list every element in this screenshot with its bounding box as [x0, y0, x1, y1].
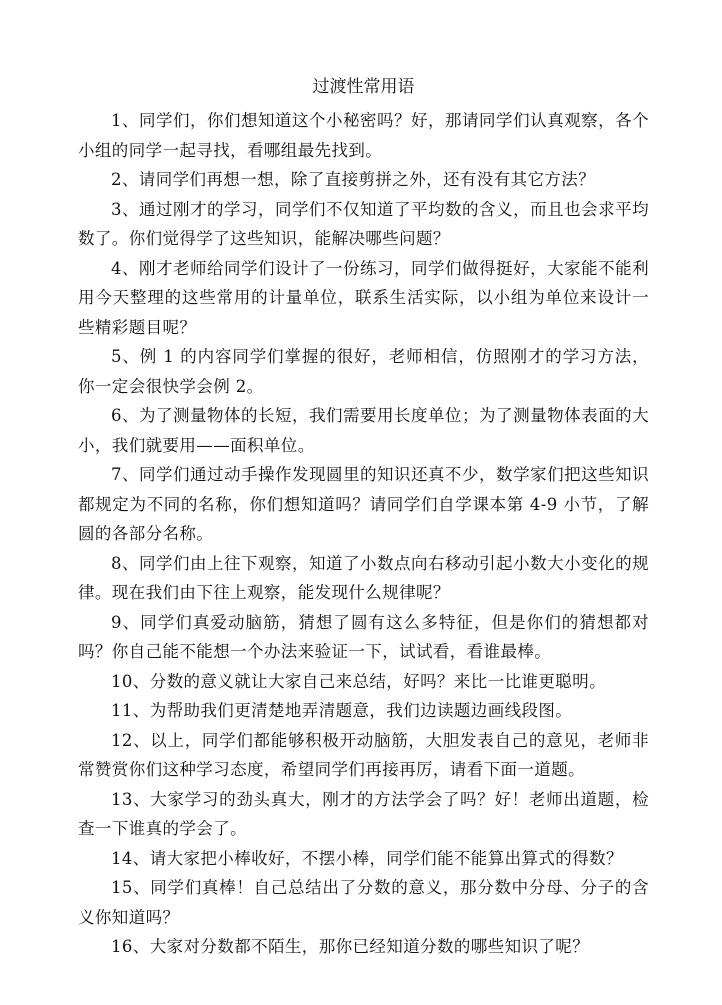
paragraph-6: 6、为了测量物体的长短，我们需要用长度单位；为了测量物体表面的大小，我们就要用——面积单位。 [78, 406, 649, 455]
paragraph-1: 1、同学们，你们想知道这个小秘密吗？好，那请同学们认真观察，各个小组的同学一起寻找，看哪组最先找到。 [78, 111, 649, 160]
paragraph-14: 14、请大家把小棒收好，不摆小棒，同学们能不能算出算式的得数？ [111, 848, 623, 868]
paragraph-7: 7、同学们通过动手操作发现圆里的知识还真不少，数学家们把这些知识都规定为不同的名称，你们想知道吗？请同学们自学课本第 4-9 小节，了解圆的各部分名称。 [78, 465, 649, 543]
paragraph-3: 3、通过刚才的学习，同学们不仅知道了平均数的含义，而且也会求平均数了。你们觉得学了这些知识，能解决哪些问题？ [78, 199, 649, 248]
paragraph-10: 10、分数的意义就让大家自己来总结，好吗？来比一比谁更聪明。 [111, 671, 606, 691]
paragraph-4: 4、刚才老师给同学们设计了一份练习，同学们做得挺好，大家能不能利用今天整理的这些常用的计量单位，联系生活实际，以小组为单位来设计一些精彩题目呢？ [78, 258, 649, 337]
paragraph-5: 5、例 1 的内容同学们掌握的很好，老师相信，仿照刚才的学习方法，你一定会很快学会例 2。 [78, 347, 649, 396]
paragraph-9: 9、同学们真爱动脑筋，猜想了圆有这么多特征，但是你们的猜想都对吗？你自己能不能想一个办法来验证一下，试试看，看谁最棒。 [78, 612, 649, 661]
paragraph-16: 16、大家对分数都不陌生，那你已经知道分数的哪些知识了呢？ [111, 937, 590, 956]
paragraph-15: 15、同学们真棒！自己总结出了分数的意义，那分数中分母、分子的含义你知道吗？ [78, 878, 649, 927]
paragraph-13: 13、大家学习的劲头真大，刚才的方法学会了吗？好！老师出道题，检查一下谁真的学会了。 [78, 789, 649, 838]
paragraph-12: 12、以上，同学们都能够积极开动脑筋，大胆发表自己的意见，老师非常赞赏你们这种学习态度，希望同学们再接再厉，请看下面一道题。 [78, 730, 649, 779]
paragraph-11: 11、为帮助我们更清楚地弄清题意，我们边读题边画线段图。 [111, 701, 573, 720]
document-title: 过渡性常用语 [312, 77, 415, 97]
paragraph-8: 8、同学们由上往下观察，知道了小数点向右移动引起小数大小变化的规律。现在我们由下往上观察，能发现什么规律呢？ [78, 553, 649, 602]
paragraph-2: 2、请同学们再想一想，除了直接剪拼之外，还有没有其它方法？ [111, 170, 596, 189]
document-page [78, 76, 649, 962]
